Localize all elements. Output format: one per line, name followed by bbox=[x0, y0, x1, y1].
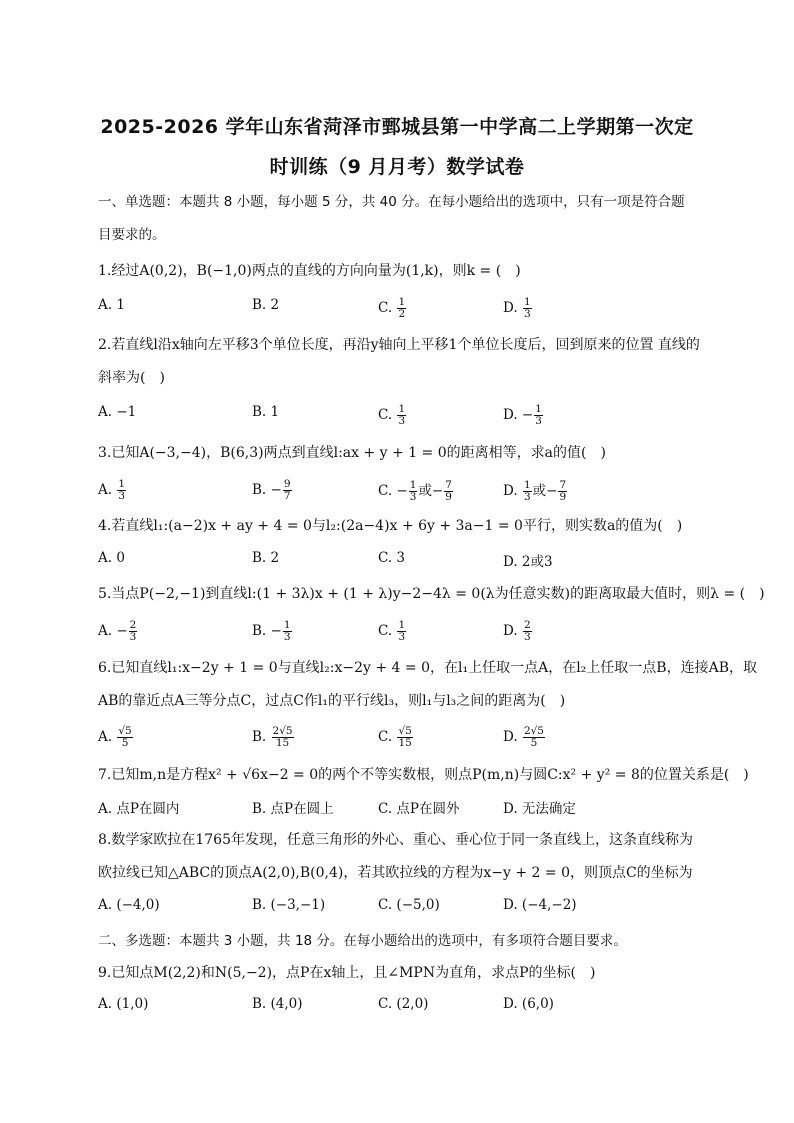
question-5-options bbox=[98, 620, 698, 648]
question-6-options bbox=[98, 726, 698, 754]
q7-option-a: A. 点P在圆内 bbox=[98, 801, 180, 817]
question-1-options bbox=[98, 297, 698, 325]
q1-option-c: C. $\frac{1}{2}$ bbox=[378, 296, 406, 320]
q2-option-c: C. $\frac{1}{3}$ bbox=[378, 403, 406, 427]
q2-option-a: A. −1 bbox=[98, 404, 137, 420]
question-7-stem: 7.已知m,n是方程x² + √6x−2 = 0的两个不等实数根，则点P(m,n)与圆C:x² + y² = 8的位置关系是( ) bbox=[98, 767, 749, 783]
q4-option-b: B. 2 bbox=[252, 550, 280, 566]
exam-title-line-1: 2025-2026 学年山东省菏泽市鄄城县第一中学高二上学期第一次定 bbox=[100, 116, 694, 138]
q3-option-a: A. $\frac{1}{3}$ bbox=[98, 478, 126, 502]
q1-option-d: D. $\frac{1}{3}$ bbox=[503, 296, 531, 320]
question-6-stem-line-1: 6.已知直线l₁:x−2y + 1 = 0与直线l₂:x−2y + 4 = 0，在l₁上任取一点A，在l₂上任取一点B，连接AB，取 bbox=[98, 660, 757, 676]
q3-option-b: B. − $\frac{9}{7}$ bbox=[252, 478, 291, 502]
q9-option-a: A. (1,0) bbox=[98, 996, 149, 1012]
q6-option-c: C. $\frac{√5}{15}$ bbox=[378, 725, 412, 749]
q2-option-b: B. 1 bbox=[252, 404, 280, 420]
q7-option-c: C. 点P在圆外 bbox=[378, 801, 460, 817]
q6-option-d: D. $\frac{2√5}{5}$ bbox=[503, 725, 544, 749]
question-9-stem: 9.已知点M(2,2)和N(5,−2)，点P在x轴上，且∠MPN为直角，求点P的坐标( ) bbox=[98, 965, 596, 981]
section-1-header: 一、单选题：本题共 8 小题，每小题 5 分，共 40 分。在每小题给出的选项中，只有一项是符合题目要求的。 bbox=[98, 194, 685, 243]
q8-option-d: D. (−4,−2) bbox=[503, 897, 577, 913]
q7-option-d: D. 无法确定 bbox=[503, 801, 576, 817]
q9-option-d: D. (6,0) bbox=[503, 996, 554, 1012]
q6-option-a: A. $\frac{√5}{5}$ bbox=[98, 725, 132, 749]
exam-title-line-2: 时训练（9 月月考）数学试卷 bbox=[269, 156, 525, 178]
q3-option-d: D. $\frac{1}{3}$ 或− $\frac{7}{9}$ bbox=[503, 479, 567, 503]
question-3-stem: 3.已知A(−3,−4)，B(6,3)两点到直线l:ax + y + 1 = 0的距离相等，求a的值( ) bbox=[98, 445, 606, 461]
question-8-stem-line-2: 欧拉线已知△ABC的顶点A(2,0),B(0,4)，若其欧拉线的方程为x−y + 2 = 0，则顶点C的坐标为 bbox=[98, 865, 693, 881]
question-6-stem-line-2: AB的靠近点A三等分点C，过点C作l₁的平行线l₃，则l₁与l₃之间的距离为( ) bbox=[98, 693, 566, 709]
question-3-options bbox=[98, 479, 698, 507]
q5-option-a: A. − $\frac{2}{3}$ bbox=[98, 619, 137, 643]
question-9-options bbox=[98, 996, 698, 1024]
question-8-options bbox=[98, 897, 698, 925]
q3-option-c: C. − $\frac{1}{3}$ 或− $\frac{7}{9}$ bbox=[378, 479, 452, 503]
q4-option-c: C. 3 bbox=[378, 550, 406, 566]
question-1-stem: 1.经过A(0,2)，B(−1,0)两点的直线的方向向量为(1,k)，则k = ( ) bbox=[98, 263, 521, 279]
q8-option-b: B. (−3,−1) bbox=[252, 897, 326, 913]
q7-option-b: B. 点P在圆上 bbox=[252, 801, 334, 817]
q4-option-d: D. 2或3 bbox=[503, 554, 553, 570]
q1-option-b: B. 2 bbox=[252, 297, 280, 313]
q5-option-b: B. − $\frac{1}{3}$ bbox=[252, 619, 291, 643]
q9-option-c: C. (2,0) bbox=[378, 996, 429, 1012]
question-2-stem-line-2: 斜率为( ) bbox=[98, 370, 165, 386]
question-5-stem: 5.当点P(−2,−1)到直线l:(1 + 3λ)x + (1 + λ)y−2−4λ = 0(λ为任意实数)的距离取最大值时，则λ = ( ) bbox=[98, 586, 765, 602]
question-7-options bbox=[98, 797, 698, 825]
q8-option-c: C. (−5,0) bbox=[378, 897, 440, 913]
q4-option-a: A. 0 bbox=[98, 550, 125, 566]
question-4-options bbox=[98, 550, 698, 578]
q5-option-c: C. $\frac{1}{3}$ bbox=[378, 619, 406, 643]
q1-option-a: A. 1 bbox=[98, 297, 125, 313]
q2-option-d: D. − $\frac{1}{3}$ bbox=[503, 403, 542, 427]
q8-option-a: A. (−4,0) bbox=[98, 897, 160, 913]
section-2-header: 二、多选题：本题共 3 小题，共 18 分。在每小题给出的选项中，有多项符合题目要求。 bbox=[98, 933, 627, 949]
q5-option-d: D. $\frac{2}{3}$ bbox=[503, 619, 531, 643]
question-2-stem-line-1: 2.若直线l沿x轴向左平移3个单位长度，再沿y轴向上平移1个单位长度后，回到原来的位置 直线的 bbox=[98, 337, 700, 353]
question-8-stem-line-1: 8.数学家欧拉在1765年发现，任意三角形的外心、重心、垂心位于同一条直线上，这条直线称为 bbox=[98, 832, 693, 848]
question-2-options bbox=[98, 404, 698, 432]
q6-option-b: B. $\frac{2√5}{15}$ bbox=[252, 725, 293, 749]
q9-option-b: B. (4,0) bbox=[252, 996, 303, 1012]
question-4-stem: 4.若直线l₁:(a−2)x + ay + 4 = 0与l₂:(2a−4)x + 6y + 3a−1 = 0平行，则实数a的值为( ) bbox=[98, 518, 683, 534]
